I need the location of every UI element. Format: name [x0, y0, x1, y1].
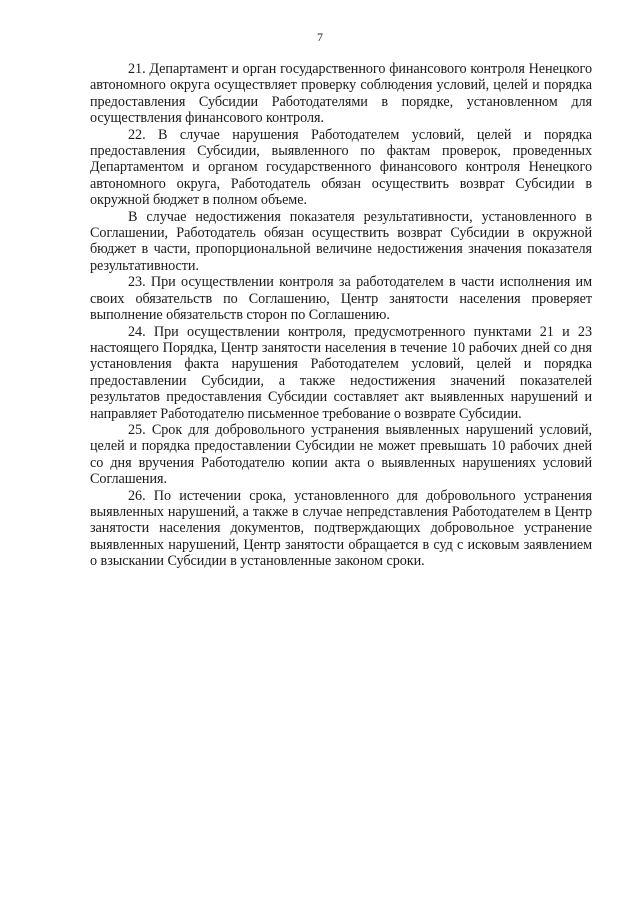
paragraph-26: 26. По истечении срока, установленного для добровольного устранения выявленных нарушений, а также в случае непредставления Работодателем в Центр занятости населения документов, подтверждающих добровольное устранение выявленных нарушений, Центр занятости обращается в суд с исковым заявлением о взыскании Субсидии в установленные законом сроки. [90, 487, 592, 570]
paragraph-21: 21. Департамент и орган государственного финансового контроля Ненецкого автономного округа осуществляет проверку соблюдения условий, целей и порядка предоставления Субсидии Работодателями в порядке, установленном для осуществления финансового контроля. [90, 61, 592, 127]
document-body [90, 61, 592, 570]
paragraph-22-performance: В случае недостижения показателя результативности, установленного в Соглашении, Работодатель обязан осуществить возврат Субсидии в окружной бюджет в части, пропорциональной величине недостижения значения показателя результативности. [90, 208, 592, 274]
paragraph-25: 25. Срок для добровольного устранения выявленных нарушений условий, целей и порядка предоставлении Субсидии не может превышать 10 рабочих дней со дня вручения Работодателю копии акта о выявленных нарушениях условий Соглашения. [90, 421, 592, 488]
page-number: 7 [317, 30, 323, 44]
paragraph-22: 22. В случае нарушения Работодателем условий, целей и порядка предоставления Субсидии, выявленного по фактам проверок, проведенных Департаментом и органом государственного финансового контроля Ненецкого автономного округа, Работодатель обязан осуществить возврат Субсидии в окружной бюджет в полном объеме. [90, 126, 592, 209]
paragraph-24: 24. При осуществлении контроля, предусмотренного пунктами 21 и 23 настоящего Порядка, Центр занятости населения в течение 10 рабочих дней со дня установления факта нарушения Работодателем условий, целей и порядка предоставлении Субсидии, а также недостижения значений показателей результатов предоставления Субсидии составляет акт выявленных нарушений и направляет Работодателю письменное требование о возврате Субсидии. [90, 323, 592, 422]
paragraph-23: 23. При осуществлении контроля за работодателем в части исполнения им своих обязательств по Соглашению, Центр занятости населения проверяет выполнение обязательств сторон по Соглашению. [90, 274, 592, 324]
